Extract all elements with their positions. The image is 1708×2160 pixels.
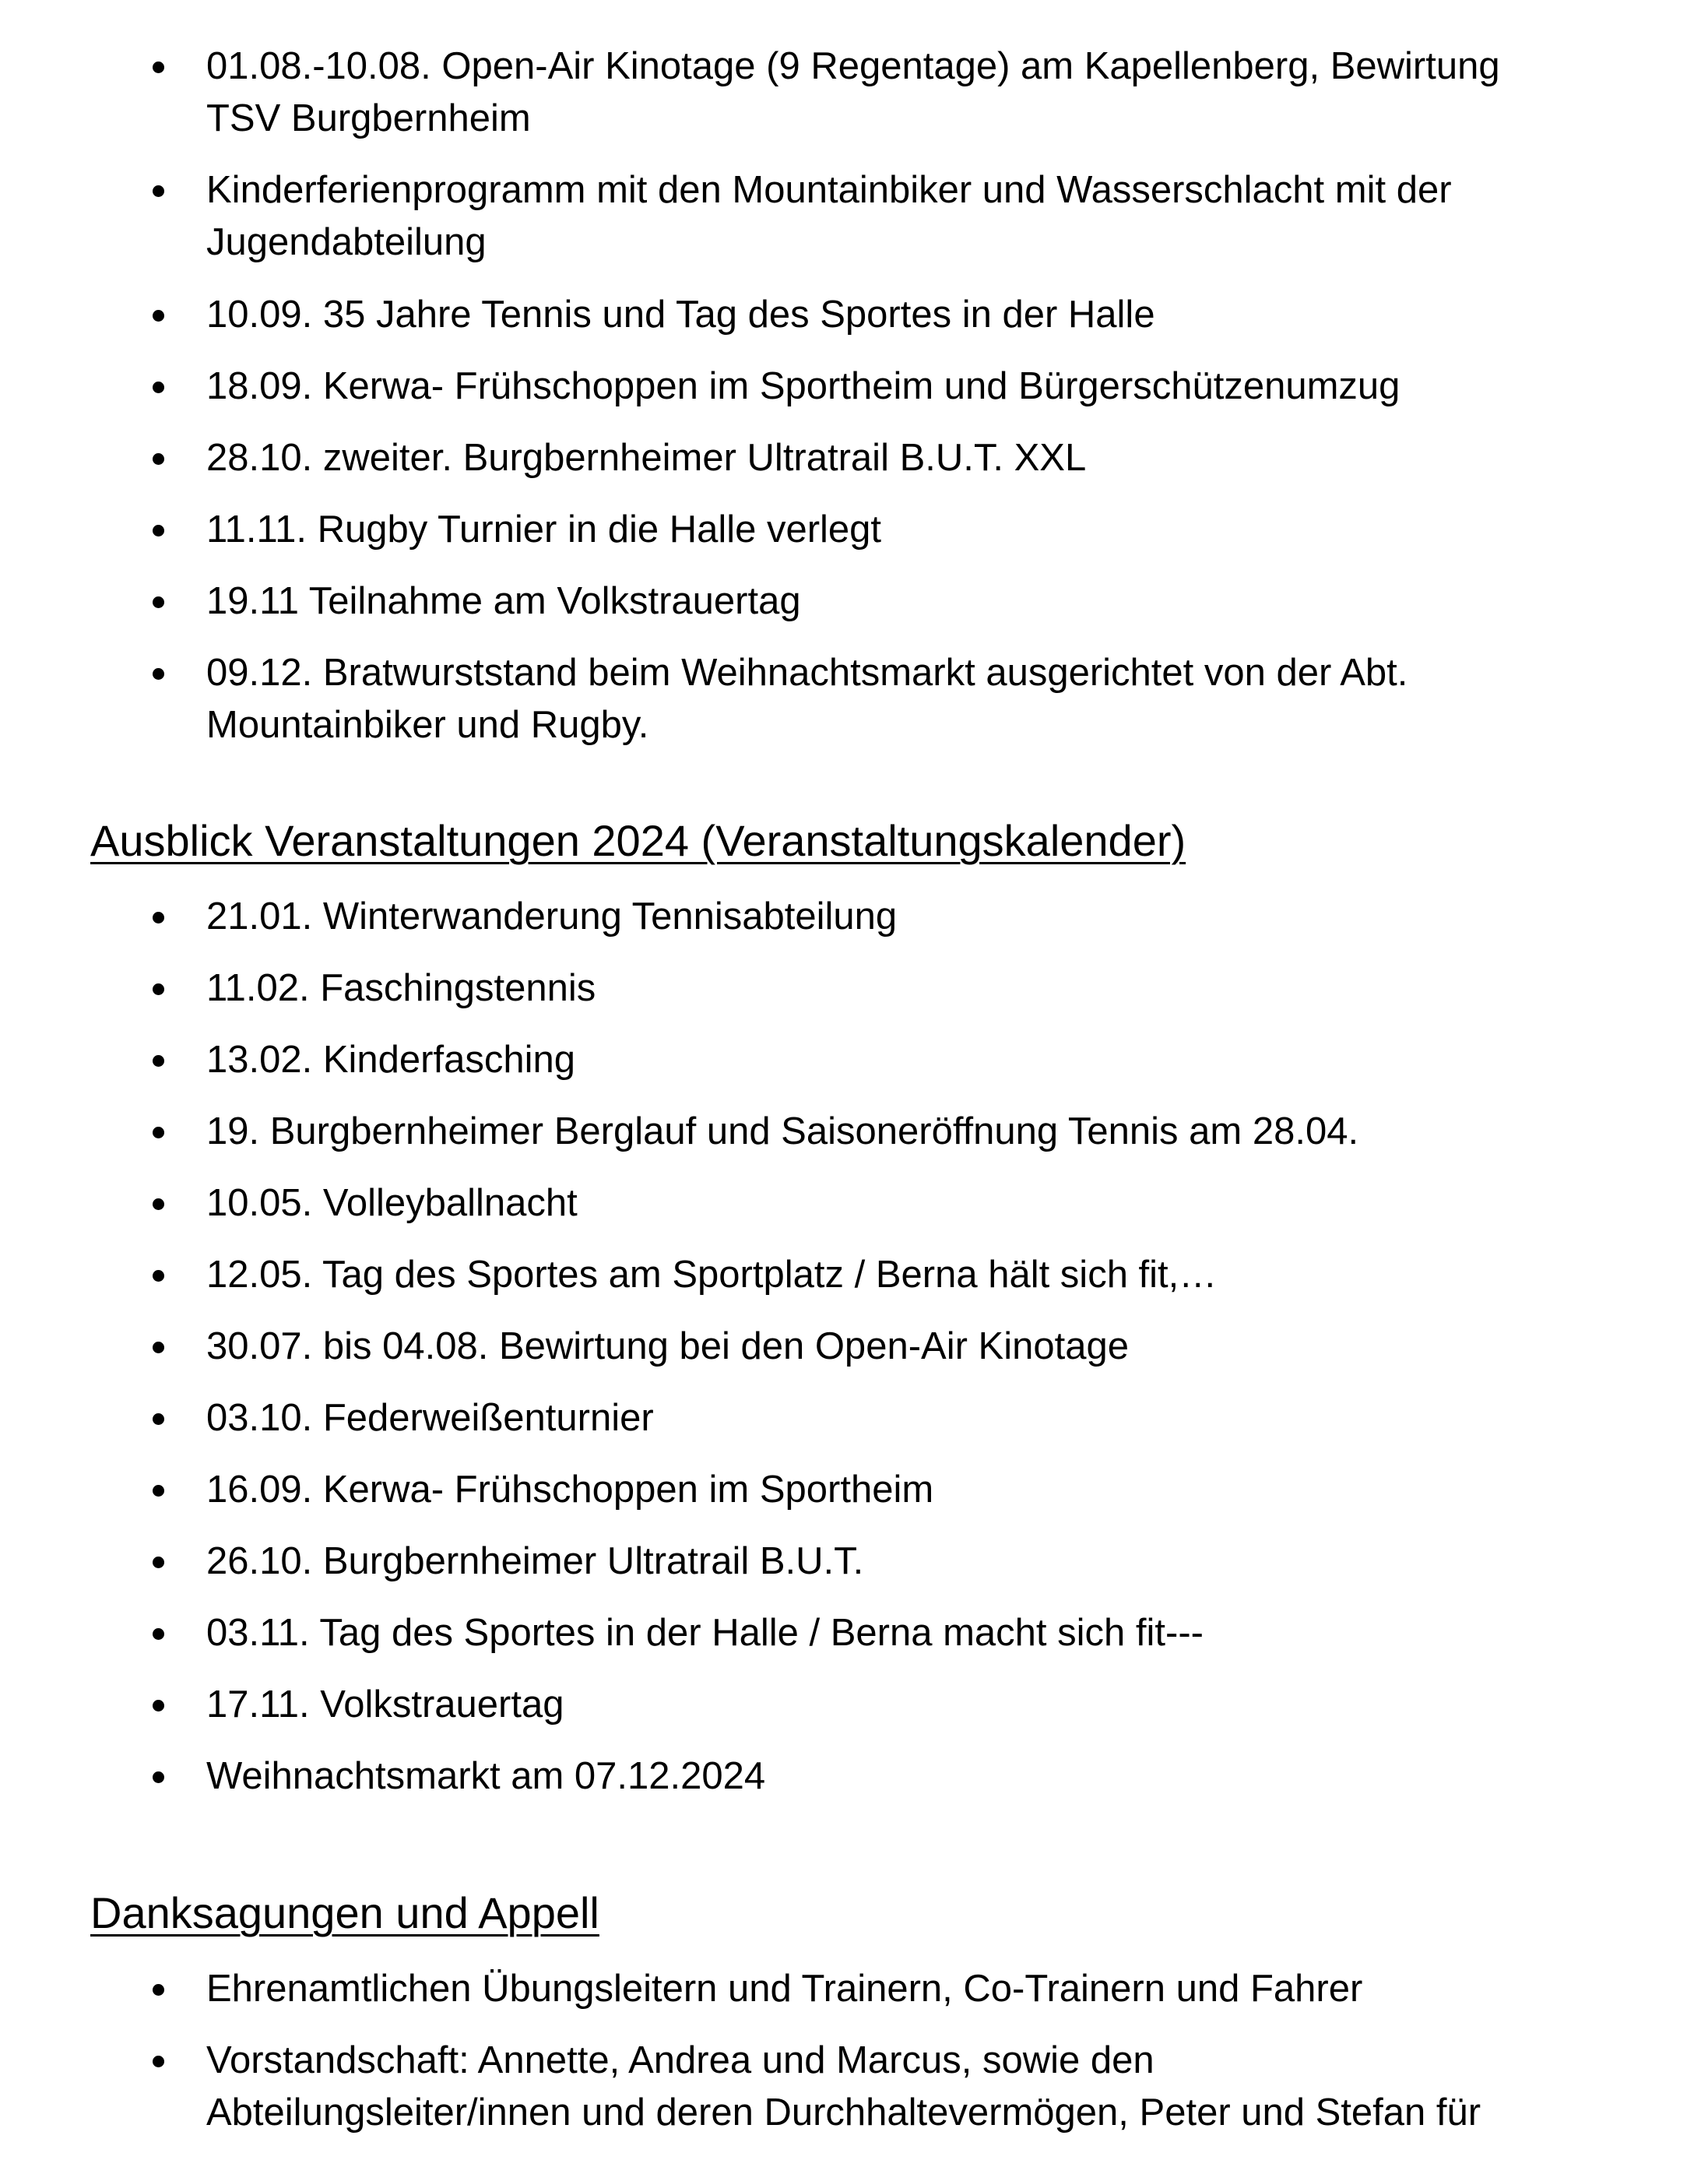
list-item-text: Weihnachtsmarkt am 07.12.2024 [206, 1755, 766, 1797]
bullet-icon [153, 596, 164, 608]
bullet-icon [153, 1628, 164, 1640]
list-item-text: 28.10. zweiter. Burgbernheimer Ultratrail B.U.T. XXL [206, 437, 1087, 479]
bullet-icon [153, 62, 164, 73]
list-item-text: 26.10. Burgbernheimer Ultratrail B.U.T. [206, 1540, 864, 1582]
bullet-icon [153, 382, 164, 393]
bullet-icon [153, 1127, 164, 1138]
list-item-text: Vorstandschaft: Annette, Andrea und Marcus, sowie den Abteilungsleiter/innen und deren Durchhaltevermögen, Peter und Stefan für [206, 2039, 1481, 2134]
list-item-text: 11.11. Rugby Turnier in die Halle verlegt [206, 508, 882, 551]
bullet-icon [153, 1342, 164, 1353]
bullet-icon [153, 1984, 164, 1996]
list-item-text: 01.08.-10.08. Open-Air Kinotage (9 Regentage) am Kapellenberg, Bewirtung TSV Burgbernheim [206, 45, 1500, 139]
list-item-text: 12.05. Tag des Sportes am Sportplatz / Berna hält sich fit,… [206, 1254, 1218, 1296]
list-item-text: 10.09. 35 Jahre Tennis und Tag des Sportes in der Halle [206, 294, 1155, 336]
bullet-icon [153, 525, 164, 536]
bullet-icon [153, 668, 164, 680]
bullet-icon [153, 1270, 164, 1282]
bullet-icon [153, 1198, 164, 1210]
list-item-text: 19.11 Teilnahme am Volkstrauertag [206, 580, 801, 622]
outlook-heading: Ausblick Veranstaltungen 2024 (Veranstaltungskalender) [90, 816, 1186, 865]
list-item-text: Kinderferienprogramm mit den Mountainbiker und Wasserschlacht mit der Jugendabteilung [206, 169, 1452, 263]
list-item-text: 03.11. Tag des Sportes in der Halle / Berna macht sich fit--- [206, 1612, 1204, 1654]
bullet-icon [153, 185, 164, 197]
bullet-icon [153, 2056, 164, 2067]
list-item-text: 03.10. Federweißenturnier [206, 1397, 654, 1439]
list-item-text: 19. Burgbernheimer Berglauf und Saisoneröffnung Tennis am 28.04. [206, 1110, 1359, 1152]
bullet-icon [153, 453, 164, 465]
bullet-icon [153, 1700, 164, 1711]
list-item-text: Ehrenamtlichen Übungsleitern und Trainern, Co-Trainern und Fahrer [206, 1968, 1363, 2010]
thanks-heading: Danksagungen und Appell [90, 1888, 599, 1937]
list-item-text: 16.09. Kerwa- Frühschoppen im Sportheim [206, 1469, 934, 1511]
bullet-icon [153, 1485, 164, 1497]
bullet-icon [153, 1055, 164, 1067]
bullet-icon [153, 983, 164, 995]
list-item-text: 11.02. Faschingstennis [206, 967, 596, 1009]
bullet-icon [153, 1771, 164, 1783]
list-item-text: 13.02. Kinderfasching [206, 1039, 575, 1081]
list-item-text: 21.01. Winterwanderung Tennisabteilung [206, 895, 898, 938]
bullet-icon [153, 1413, 164, 1425]
list-item-text: 18.09. Kerwa- Frühschoppen im Sportheim und Bürgerschützenumzug [206, 365, 1400, 407]
list-item-text: 09.12. Bratwurststand beim Weihnachtsmarkt ausgerichtet von der Abt. Mountainbiker und Rugby. [206, 652, 1408, 746]
bullet-icon [153, 310, 164, 322]
bullet-icon [153, 912, 164, 923]
list-item-text: 30.07. bis 04.08. Bewirtung bei den Open-Air Kinotage [206, 1325, 1129, 1367]
list-item-text: 10.05. Volleyballnacht [206, 1182, 578, 1224]
list-item-text: 17.11. Volkstrauertag [206, 1683, 564, 1726]
bullet-icon [153, 1557, 164, 1568]
